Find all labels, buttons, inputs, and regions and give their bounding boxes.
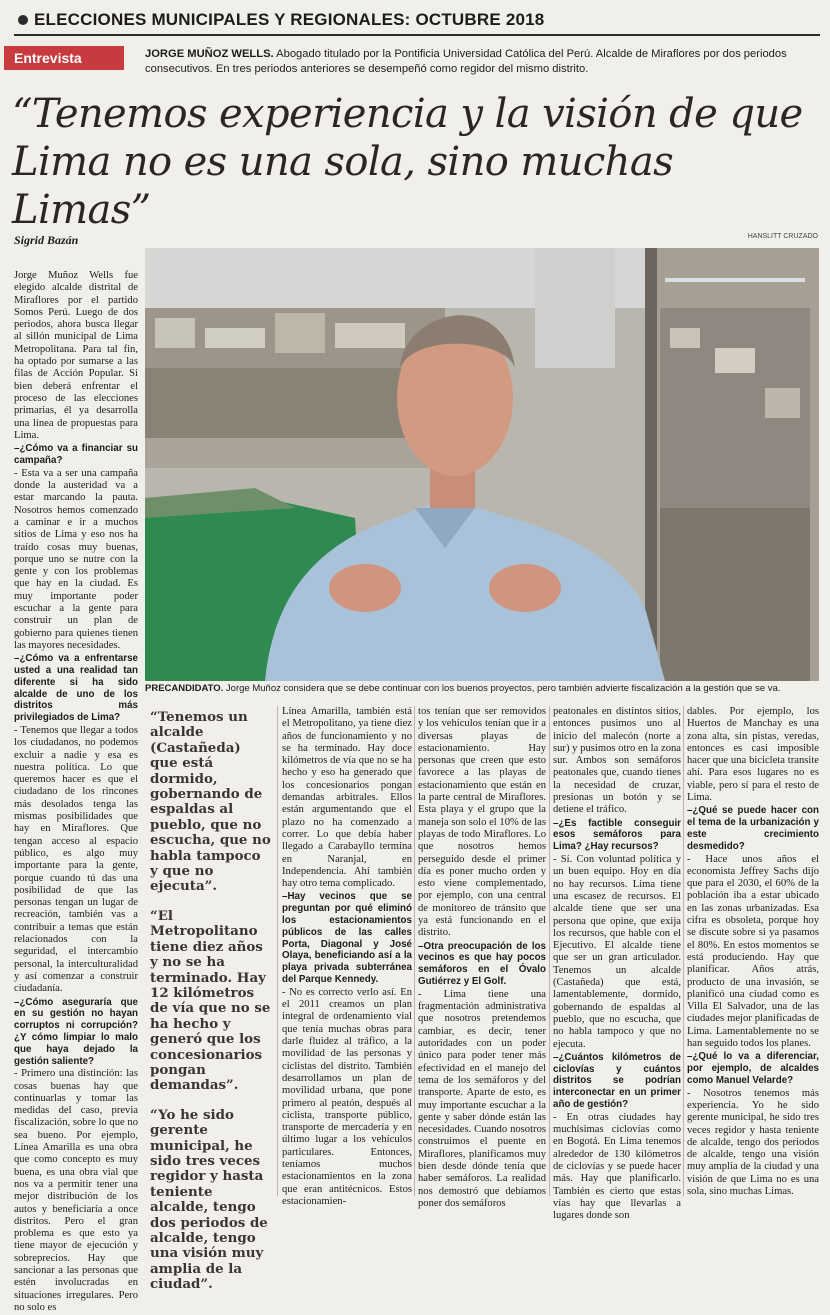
question: –Otra preocupación de los vecinos es que hay pocos semáforos en el Óvalo Gutiérrez y El Golf. xyxy=(418,940,546,988)
headline: “Tenemos experiencia y la visión de que Lima no es una sola, sino muchas Limas” xyxy=(12,91,803,233)
column-divider xyxy=(414,706,415,1196)
byline: Sigrid Bazán xyxy=(14,233,79,247)
question: –¿Cómo va a enfrentarse usted a una realidad tan diferente si ha sido alcalde de uno de los distritos más privilegiados de Lima? xyxy=(14,653,138,724)
answer: - Sí. Con voluntad política y un buen equipo. Hoy en día no hay recursos. Lima tiene una escasez de recursos. El alcalde tiene que ser una persona que opine, que exija los recursos, que hable con el Ejecutivo. El alcalde tiene que ser un gran articulador. Tenemos un alcalde (Castañeda) que está, lamentablemente, dormido, gobernando de espaldas al pueblo, que no escucha, que no habla tampoco y que no ejecuta. xyxy=(553,854,681,1050)
answer: - Esta va a ser una campaña donde la austeridad va a estar marcando la pauta. Nosotros hemos comenzado a caminar e ir a muchos sitios de Lima y eso nos ha traído cosas muy buenas, porque uno se nutre con la gente y con los problemas que hay en la ciudad. Es muy importante poder escuchar a la gente para construir un plan de gobierno para quienes tienen las mayores necesidades. xyxy=(14,467,138,651)
answer: Línea Amarilla, también está el Metropolitano, ya tiene diez años de funcionamiento y no se ha terminado. Hay doce kilómetros de vía que no se ha hecho y eso ha generado que los concesionarios pongan demandas arbitrales. Ellos están argumentando que el plazo no ha comenzado a correr. Lo que debía haber llegado a Carabayllo termina en Naranjal, en Independencia. Ahí también hay otro tema complicado. xyxy=(282,706,412,890)
question: –Hay vecinos que se preguntan por qué eliminó los estacionamientos públicos de las calles Porta, Diagonal y José Olaya, beneficiando así a la playa privada subterránea del Parque Kennedy. xyxy=(282,891,412,986)
photo-caption xyxy=(145,683,819,695)
answer: - Nosotros tenemos más experiencia. Yo he sido gerente municipal, he sido tres veces regidor y hasta teniente de alcalde, tengo dos periodos de alcalde, tengo una visión muy amplia de la ciudad y una visión de que Lima no es una sola, sino muchas Limas. xyxy=(687,1087,819,1198)
column-5 xyxy=(553,706,681,1223)
interview-photo xyxy=(145,248,819,681)
column-divider xyxy=(549,706,550,1196)
photo-illustration xyxy=(145,248,819,681)
question: –¿Qué se puede hacer con el tema de la urbanización y este crecimiento desmedido? xyxy=(687,805,819,852)
answer: peatonales en distintos sitios, entonces pusimos uno al inicio del malecón (norte a sur) y pusimos otro en la zona sur. Ambos son semáforos peatonales que, cuando tienes la necesidad de cruzar, presionas un botón y se detiene el tráfico. xyxy=(553,706,681,816)
bio-text: Abogado titulado por la Pontificia Universidad Católica del Perú. Alcalde de Miraflores por dos periodos consecutivos. En tres periodos anteriores se desempeñó como regidor del mismo distrito. xyxy=(145,48,787,75)
pull-quote: “Yo he sido gerente municipal, he sido tres veces regidor y hasta teniente alcalde, tengo dos periodos de alcalde, tengo una visión muy amplia de la ciudad”. xyxy=(150,1106,268,1293)
intro-paragraph: Jorge Muñoz Wells fue elegido alcalde distrital de Miraflores por el partido Somos Perú. Luego de dos periodos, ahora busca llegar al sillón municipal de Lima Metropolitana. Para tal fin, ha optado por sumarse a las filas de Acción Popular. Si bien deberá enfrentar el proceso de las elecciones primarias, él ya desarrolla una línea de propuestas para Lima. xyxy=(14,270,138,441)
answer: dables. Por ejemplo, los Huertos de Manchay es una zona alta, sin pistas, veredas, entonces es casi imposible hacer que una bicicleta transite ahí. Para esos lugares no es viable, pero sí para el resto de Lima. xyxy=(687,706,819,804)
question: –¿Es factible conseguir esos semáforos para Lima? ¿Hay recursos? xyxy=(553,817,681,853)
interview-tag: Entrevista xyxy=(4,46,124,70)
answer: tos tenían que ser removidos y los vehículos tenían que ir a diversas playas de estacionamiento. Hay personas que creen que esto favorece a las playas de estacionamiento que están en la parte central de Miraflores. Esta playa y el grupo que la maneja son solo el 10% de las playas de todo Miraflores. Lo que nosotros hemos perseguido desde el primer día es poner mucho orden y esto viene complementado, por ejemplo, con una central de monitoreo de tránsito que ya está funcionando en el distrito. xyxy=(418,706,546,939)
caption-text: Jorge Muñoz considera que se debe continuar con los buenos proyectos, pero también advierte fiscalización a la gestión que se va. xyxy=(223,683,781,694)
answer: - Primero una distinción: las cosas buenas hay que continuarlas y tomar las medidas del caso, previa fiscalización, sobre lo que no sea bueno. Por ejemplo, Línea Amarilla es una obra que como concepto es muy buena, es una obra vial que nos va a permitir tener una mejor distribución de los autos y beneficiaría a once distritos. Pero el gran problema es que esto ya tiene mayor de ejecución y sobreprecios. Hay que sancionar a las personas que estén involucradas en situaciones irregulares. Pero no solo es xyxy=(14,1068,138,1313)
pull-quote: “El Metropolitano tiene diez años y no se ha terminado. Hay 12 kilómetros de vía que no se ha hecho y generó que los concesionarios pongan demandas”. xyxy=(150,907,271,1094)
caption-lead: PRECANDIDATO. xyxy=(145,683,224,694)
column-4 xyxy=(418,706,546,1211)
question: –¿Cómo va a financiar su campaña? xyxy=(14,443,138,466)
section-title: ELECCIONES MUNICIPALES Y REGIONALES: OCTUBRE 2018 xyxy=(34,10,545,29)
author-bio xyxy=(145,47,815,76)
answer: - Lima tiene una fragmentación administrativa que nosotros pretendemos cambiar, es decir, tener autoridades con un poder único para poder tener más efectividad en el manejo del tema de los semáforos y del transporte. Aparte de esto, es muy importante escuchar a la gente y saber dónde están las necesidades. Cuando nosotros construimos el puente en Miraflores, planificamos muy bien desde dónde tenía que haber semáforos. La realidad nos demostró que debíamos poner dos semáforos xyxy=(418,988,546,1209)
answer: - Hace unos años el economista Jeffrey Sachs dijo que para el 2030, el 60% de la población iba a estar ubicado en las zonas urbanizadas. Esa cifra es obsoleta, porque hoy se discute sobre si ya pasamos el 80%. En estos momentos se está produciendo. Hay que planificar. Años atrás, producto de una invasión, se planificó una ciudad como es Villa El Salvador, una de las ciudades mejor planificadas de Lima. Lamentablemente no se han seguido todos los planes. xyxy=(687,853,819,1050)
question: –¿Qué lo va a diferenciar, por ejemplo, de alcaldes como Manuel Velarde? xyxy=(687,1051,819,1086)
column-3 xyxy=(282,706,412,1209)
answer: - No es correcto verlo así. En el 2011 creamos un plan integral de ordenamiento vial que tenía muchas obras para darle fluidez al tráfico, a la movilidad de las personas y ciclistas del distrito. También desarrollamos un plan de movilidad urbana, que pone primero al peatón, después al ciclista, transporte público, transporte de mercadería y en último lugar a los vehículos particulares. Entonces, teníamos muchos estacionamientos en la zona que eran antitécnicos. Estos estacionamien- xyxy=(282,986,412,1207)
column-6 xyxy=(687,706,819,1199)
section-header xyxy=(14,6,820,36)
column-divider xyxy=(277,706,278,1196)
bio-name: JORGE MUÑOZ WELLS. xyxy=(145,48,274,60)
question: –¿Cuántos kilómetros de ciclovías y cuántos distritos se podrían interconectar en un primer año de gestión? xyxy=(553,1051,681,1110)
pull-quote: “Tenemos un alcalde (Castañeda) que está dormido, gobernando de espaldas al pueblo, que no escucha, que no habla tampoco y que no ejecuta”. xyxy=(150,709,271,895)
column-1 xyxy=(14,270,138,1315)
photo-credit: HANSLITT CRUZADO xyxy=(747,233,818,240)
answer: - En otras ciudades hay muchísimas ciclovías como en Bogotá. En Lima tenemos alrededor de 130 kilómetros de ciclovías y se puede hacer más. Hay que planificarlo. También es cierto que estas vías hay que llevarlas a lugares donde son xyxy=(553,1111,681,1222)
question: –¿Cómo aseguraría que en su gestión no hayan corruptos ni corrupción? ¿Y cómo limpiar lo malo que haya dejado la gestión saliente? xyxy=(14,996,138,1067)
column-divider xyxy=(683,706,684,1196)
bullet-icon xyxy=(18,15,28,25)
pull-quotes xyxy=(150,710,272,1307)
answer: - Tenemos que llegar a todos los ciudadanos, no podemos excluir a nadie y esa es nuestra política. Lo que queremos hacer es que el ciudadano de los rincones más desolados tenga las mismas posibilidades que hay en Miraflores. Que tengan acceso al espacio público, es algo muy importante para la gente, porque cuando tú das una posibilidad de que las personas tengan un lugar de recreación, también vas a contribuir a temas que están relacionados con la seguridad, el intercambio personal, la interculturalidad y así comenzar a construir ciudadanía. xyxy=(14,724,138,995)
